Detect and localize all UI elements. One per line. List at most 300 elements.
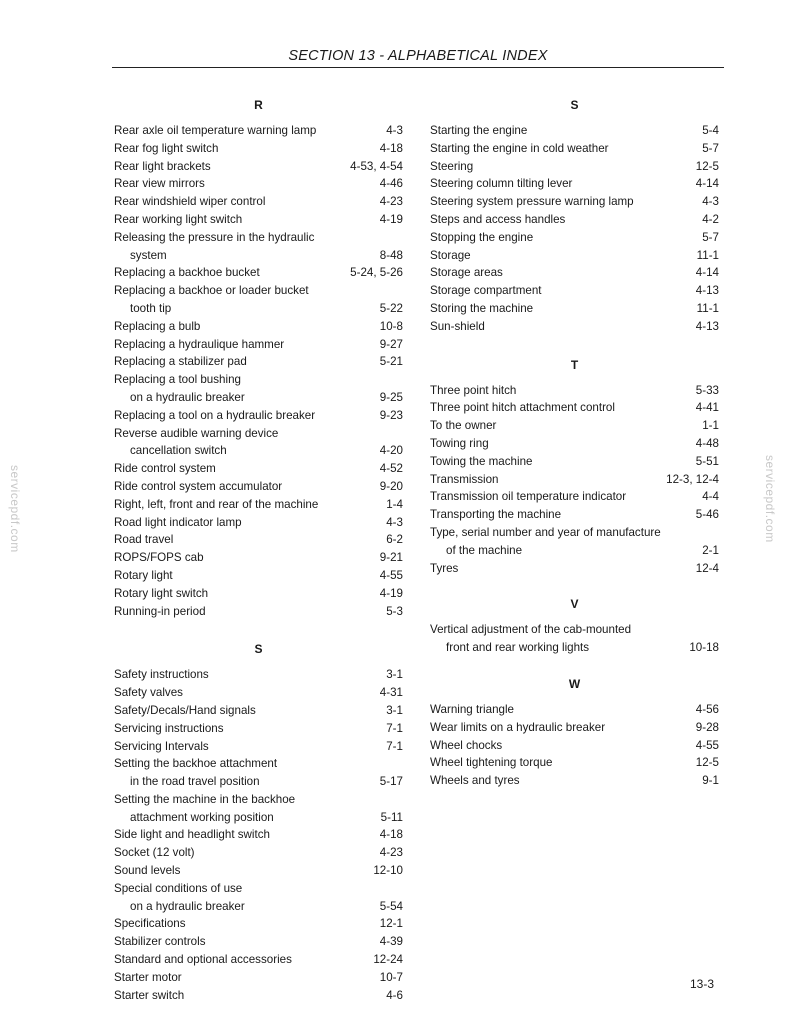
entry-page: 1-1	[702, 419, 719, 433]
index-entry	[430, 453, 719, 471]
index-section-w	[430, 675, 719, 790]
entry-text: in the road travel position	[130, 775, 260, 789]
index-entry	[114, 460, 403, 478]
index-entry	[114, 567, 403, 585]
entry-page: 12-10	[373, 864, 403, 878]
entry-page: 5-24, 5-26	[350, 266, 403, 280]
entry-row	[114, 122, 403, 140]
entry-row	[114, 951, 403, 969]
entry-page: 4-13	[695, 284, 719, 298]
entry-page: 3-1	[386, 703, 403, 717]
entry-page: 3-1	[386, 668, 403, 682]
entry-page: 5-3	[386, 604, 403, 618]
index-column-right	[430, 96, 719, 790]
entry-page: 9-23	[379, 408, 403, 422]
entry-text: Transmission	[430, 472, 499, 486]
entry-page: 9-20	[379, 479, 403, 493]
entry-row	[114, 407, 403, 425]
entry-text: Towing ring	[430, 436, 489, 450]
entry-row	[430, 264, 719, 282]
entry-row	[114, 987, 403, 1005]
entry-row	[114, 809, 403, 827]
entry-row	[430, 560, 719, 578]
index-entry	[114, 158, 403, 176]
index-entry	[114, 478, 403, 496]
entry-page: 12-1	[379, 917, 403, 931]
entry-row	[430, 435, 719, 453]
index-entry	[114, 371, 403, 407]
index-entry	[430, 435, 719, 453]
entry-page: 5-11	[380, 810, 403, 824]
entry-page: 4-46	[379, 177, 403, 191]
entry-text: Ride control system	[114, 462, 216, 476]
index-entry	[430, 719, 719, 737]
entry-row	[430, 122, 719, 140]
section-letter: R	[254, 98, 263, 112]
index-entry	[430, 417, 719, 435]
index-entry	[114, 603, 403, 621]
entry-row	[430, 282, 719, 300]
entry-text: Wheel chocks	[430, 738, 503, 752]
entry-row	[430, 772, 719, 790]
entry-page: 5-21	[379, 355, 403, 369]
entry-text: Warning triangle	[430, 702, 514, 716]
entry-page: 4-23	[379, 195, 403, 209]
entry-text: Steering	[430, 159, 474, 173]
entry-row	[114, 915, 403, 933]
entry-page: 12-24	[373, 953, 403, 967]
entry-text: Right, left, front and rear of the machine	[114, 497, 319, 511]
entry-text-line1: Setting the backhoe attachment	[114, 757, 278, 771]
entry-page: 10-7	[379, 970, 403, 984]
entry-row	[114, 738, 403, 756]
entry-text: system	[130, 248, 167, 262]
index-entry	[430, 264, 719, 282]
entry-page: 5-17	[379, 775, 403, 789]
entry-row	[114, 478, 403, 496]
index-entry	[114, 969, 403, 987]
entry-text: Starting the engine	[430, 124, 528, 137]
entry-row	[430, 300, 719, 318]
entry-page: 4-56	[695, 702, 719, 716]
index-entry	[430, 471, 719, 489]
entry-row	[114, 353, 403, 371]
entry-row	[430, 247, 719, 265]
entry-text: Specifications	[114, 917, 186, 931]
entry-page: 4-48	[695, 436, 719, 450]
index-entry	[114, 880, 403, 916]
index-section-t	[430, 356, 719, 578]
entry-row	[114, 898, 403, 916]
index-entry	[430, 247, 719, 265]
entry-row	[430, 453, 719, 471]
entry-text: Replacing a backhoe bucket	[114, 266, 260, 280]
page-title: SECTION 13 - ALPHABETICAL INDEX	[288, 48, 548, 64]
entry-text-line1: Special conditions of use	[114, 881, 243, 895]
index-entry	[430, 229, 719, 247]
index-section-s	[114, 640, 403, 1004]
entry-page: 7-1	[386, 739, 403, 753]
entry-text: Replacing a bulb	[114, 319, 201, 333]
entry-row	[430, 471, 719, 489]
entry-page: 5-46	[695, 508, 719, 522]
entry-text: Stopping the engine	[430, 230, 534, 244]
entry-text: Socket (12 volt)	[114, 846, 195, 860]
entry-text: Starter switch	[114, 988, 185, 1002]
index-entry	[114, 353, 403, 371]
index-entry	[430, 621, 719, 657]
entry-row	[114, 549, 403, 567]
entry-page: 4-20	[379, 444, 403, 458]
section-letter: S	[254, 642, 263, 657]
entry-row	[114, 247, 403, 265]
index-entry	[114, 585, 403, 603]
header-rule	[112, 67, 724, 68]
entry-text: Safety valves	[114, 686, 183, 700]
entry-row	[114, 318, 403, 336]
entry-text-line1: Type, serial number and year of manufacture	[430, 525, 661, 539]
index-entry	[430, 158, 719, 176]
section-letter: S	[570, 98, 579, 112]
entry-row	[430, 140, 719, 158]
entry-row	[430, 701, 719, 719]
entry-page: 12-4	[695, 561, 719, 575]
entry-row	[114, 193, 403, 211]
entry-row	[114, 933, 403, 951]
index-entry	[114, 951, 403, 969]
index-entry	[114, 229, 403, 265]
entry-text-line1: Vertical adjustment of the cab-mounted	[430, 623, 632, 637]
index-section-s	[430, 96, 719, 336]
index-entry	[430, 754, 719, 772]
entry-page: 4-14	[695, 266, 719, 280]
entry-page: 1-4	[386, 497, 403, 511]
index-entry	[114, 531, 403, 549]
entry-page: 4-18	[379, 141, 403, 155]
index-entry	[430, 488, 719, 506]
entry-row	[114, 175, 403, 193]
index-entry	[114, 915, 403, 933]
index-entry	[430, 300, 719, 318]
index-entry	[114, 496, 403, 514]
index-entry	[114, 282, 403, 318]
entry-page: 4-19	[379, 212, 403, 226]
entry-row	[430, 158, 719, 176]
entry-page: 9-27	[379, 337, 403, 351]
entry-page: 4-41	[695, 401, 719, 415]
entry-page: 5-22	[379, 301, 403, 315]
entry-page: 11-1	[696, 248, 719, 262]
index-entry	[114, 193, 403, 211]
watermark-right: servicepdf.com	[763, 455, 777, 543]
entry-row	[114, 496, 403, 514]
entry-page: 4-3	[702, 195, 719, 209]
page-number: 13-3	[690, 977, 715, 991]
entry-row	[114, 336, 403, 354]
entry-text: Safety instructions	[114, 668, 209, 682]
entry-text: Side light and headlight switch	[114, 828, 270, 842]
entry-row	[430, 211, 719, 229]
entry-text: Three point hitch	[430, 383, 517, 397]
entry-row	[114, 211, 403, 229]
entry-text: Steps and access handles	[430, 212, 566, 226]
entry-row	[114, 666, 403, 684]
entry-row	[430, 506, 719, 524]
index-entry	[430, 211, 719, 229]
entry-text: on a hydraulic breaker	[130, 390, 245, 404]
entry-row	[114, 862, 403, 880]
entry-page: 12-5	[695, 756, 719, 770]
entry-page: 9-21	[379, 551, 403, 565]
entry-text: Rear light brackets	[114, 159, 211, 173]
index-entry	[114, 211, 403, 229]
entry-row	[114, 702, 403, 720]
entry-text: front and rear working lights	[446, 641, 590, 655]
entry-text: Wheels and tyres	[430, 774, 520, 788]
index-entry	[114, 264, 403, 282]
entry-page: 4-31	[379, 686, 403, 700]
entry-page: 9-1	[702, 774, 719, 788]
entry-page: 2-1	[702, 543, 719, 557]
index-entry	[430, 140, 719, 158]
entry-text: Servicing instructions	[114, 721, 224, 735]
entry-text: Storage compartment	[430, 284, 542, 298]
entry-row	[114, 531, 403, 549]
entry-text: Three point hitch attachment control	[430, 401, 615, 415]
entry-text: cancellation switch	[130, 444, 227, 458]
index-entry	[114, 122, 403, 140]
entry-text: Steering system pressure warning lamp	[430, 195, 634, 209]
entry-text: Ride control system accumulator	[114, 479, 283, 493]
entry-text: Steering column tilting lever	[430, 177, 573, 191]
index-entry	[114, 862, 403, 880]
section-letter: W	[568, 676, 581, 691]
entry-row	[430, 399, 719, 417]
entry-page: 4-18	[379, 828, 403, 842]
index-entry	[430, 560, 719, 578]
index-entry	[114, 549, 403, 567]
entry-row	[430, 737, 719, 755]
index-entry	[114, 720, 403, 738]
entry-page: 12-3, 12-4	[666, 472, 719, 486]
entry-text: Running-in period	[114, 604, 206, 618]
entry-page: 4-55	[695, 738, 719, 752]
entry-page: 9-25	[379, 390, 403, 404]
entry-page: 4-2	[702, 212, 719, 226]
entry-page: 4-6	[386, 988, 403, 1002]
entry-page: 8-48	[379, 248, 403, 262]
index-entry	[114, 425, 403, 461]
entry-row	[430, 639, 719, 657]
index-entry	[114, 684, 403, 702]
index-entry	[430, 506, 719, 524]
entry-row	[114, 773, 403, 791]
entry-text: Sun-shield	[430, 319, 485, 333]
entry-page: 4-39	[379, 935, 403, 949]
entry-page: 11-1	[696, 301, 719, 315]
entry-row	[430, 175, 719, 193]
index-section-r	[114, 96, 403, 620]
entry-page: 4-3	[386, 124, 403, 137]
entry-text: Road travel	[114, 533, 174, 547]
entry-row	[114, 969, 403, 987]
index-entry	[430, 737, 719, 755]
index-entry	[114, 702, 403, 720]
section-letter: T	[570, 357, 579, 372]
entry-text: Wheel tightening torque	[430, 756, 553, 770]
entry-row	[114, 514, 403, 532]
index-entry	[114, 407, 403, 425]
entry-text: Servicing Intervals	[114, 739, 209, 753]
entry-page: 4-13	[695, 319, 719, 333]
index-entry	[114, 738, 403, 756]
entry-page: 4-14	[695, 177, 719, 191]
index-entry	[114, 933, 403, 951]
entry-page: 5-4	[702, 124, 719, 137]
entry-page: 4-23	[379, 846, 403, 860]
entry-page: 5-51	[695, 454, 719, 468]
entry-page: 10-8	[379, 319, 403, 333]
entry-text-line1: Replacing a tool bushing	[114, 373, 241, 387]
entry-row	[114, 442, 403, 460]
entry-page: 7-1	[386, 721, 403, 735]
entry-text-line1: Reverse audible warning device	[114, 426, 279, 440]
index-entry	[114, 666, 403, 684]
index-entry	[114, 140, 403, 158]
entry-text: Rear fog light switch	[114, 141, 219, 155]
entry-row	[114, 826, 403, 844]
entry-row	[114, 460, 403, 478]
index-entry	[430, 399, 719, 417]
watermark-left: servicepdf.com	[8, 465, 22, 553]
section-letter: V	[570, 597, 579, 612]
index-entry	[430, 175, 719, 193]
index-entry	[114, 826, 403, 844]
entry-text: Rotary light	[114, 568, 173, 582]
index-entry	[114, 987, 403, 1005]
entry-text: Transmission oil temperature indicator	[430, 490, 627, 504]
entry-row	[114, 684, 403, 702]
entry-page: 4-52	[379, 462, 403, 476]
entry-row	[114, 720, 403, 738]
entry-row	[430, 382, 719, 400]
entry-text: tooth tip	[130, 301, 172, 315]
entry-row	[114, 844, 403, 862]
entry-page: 4-3	[386, 515, 403, 529]
entry-text: Stabilizer controls	[114, 935, 206, 949]
entry-page: 6-2	[386, 533, 403, 547]
entry-text: Storage	[430, 248, 471, 262]
entry-row	[114, 567, 403, 585]
entry-text: To the owner	[430, 419, 497, 433]
entry-text: Road light indicator lamp	[114, 515, 242, 529]
entry-page: 4-53, 4-54	[350, 159, 403, 173]
entry-text: attachment working position	[130, 810, 274, 824]
entry-row	[114, 300, 403, 318]
index-entry	[430, 318, 719, 336]
entry-text: Transporting the machine	[430, 508, 562, 522]
entry-text: Standard and optional accessories	[114, 953, 292, 967]
entry-row	[430, 417, 719, 435]
entry-row	[430, 542, 719, 560]
entry-text: Storing the machine	[430, 301, 534, 315]
entry-row	[114, 264, 403, 282]
index-entry	[114, 318, 403, 336]
entry-row	[114, 585, 403, 603]
entry-row	[430, 488, 719, 506]
entry-row	[114, 140, 403, 158]
entry-page: 5-33	[695, 383, 719, 397]
entry-text: Storage areas	[430, 266, 503, 280]
entry-text: Tyres	[430, 561, 459, 575]
entry-row	[114, 389, 403, 407]
entry-text: Rear axle oil temperature warning lamp	[114, 124, 317, 137]
entry-row	[430, 229, 719, 247]
entry-row	[430, 754, 719, 772]
index-entry	[430, 382, 719, 400]
entry-row	[430, 318, 719, 336]
index-entry	[114, 755, 403, 791]
entry-text: ROPS/FOPS cab	[114, 551, 204, 565]
index-column-left	[114, 96, 403, 1004]
entry-text: Sound levels	[114, 864, 181, 878]
entry-page: 4-55	[379, 568, 403, 582]
entry-text: on a hydraulic breaker	[130, 899, 245, 913]
entry-text: Wear limits on a hydraulic breaker	[430, 720, 606, 734]
entry-text-line1: Releasing the pressure in the hydraulic	[114, 230, 315, 244]
entry-row	[430, 193, 719, 211]
entry-row	[114, 158, 403, 176]
entry-text: Towing the machine	[430, 454, 533, 468]
entry-text: of the machine	[446, 543, 523, 557]
entry-text: Replacing a tool on a hydraulic breaker	[114, 408, 316, 422]
entry-page: 5-7	[702, 230, 719, 244]
entry-page: 10-18	[689, 641, 719, 655]
index-entry	[114, 844, 403, 862]
entry-page: 4-19	[379, 586, 403, 600]
entry-text: Safety/Decals/Hand signals	[114, 703, 256, 717]
entry-row	[430, 719, 719, 737]
entry-text: Rear windshield wiper control	[114, 195, 266, 209]
entry-text-line1: Replacing a backhoe or loader bucket	[114, 284, 309, 298]
entry-text: Starter motor	[114, 970, 182, 984]
entry-text: Starting the engine in cold weather	[430, 141, 609, 155]
index-entry	[430, 122, 719, 140]
entry-text: Rotary light switch	[114, 586, 209, 600]
index-entry	[114, 175, 403, 193]
entry-page: 4-4	[702, 490, 719, 504]
index-entry	[430, 282, 719, 300]
index-entry	[430, 772, 719, 790]
entry-text: Replacing a hydraulique hammer	[114, 337, 285, 351]
entry-page: 9-28	[695, 720, 719, 734]
index-entry	[114, 336, 403, 354]
entry-text-line1: Setting the machine in the backhoe	[114, 792, 296, 806]
index-entry	[114, 791, 403, 827]
index-entry	[114, 514, 403, 532]
index-entry	[430, 193, 719, 211]
index-section-v	[430, 595, 719, 657]
index-entry	[430, 524, 719, 560]
entry-page: 5-7	[702, 141, 719, 155]
entry-text: Rear view mirrors	[114, 177, 205, 191]
entry-text: Replacing a stabilizer pad	[114, 355, 247, 369]
entry-text: Rear working light switch	[114, 212, 243, 226]
index-entry	[430, 701, 719, 719]
entry-page: 5-54	[379, 899, 403, 913]
entry-page: 12-5	[695, 159, 719, 173]
entry-row	[114, 603, 403, 621]
